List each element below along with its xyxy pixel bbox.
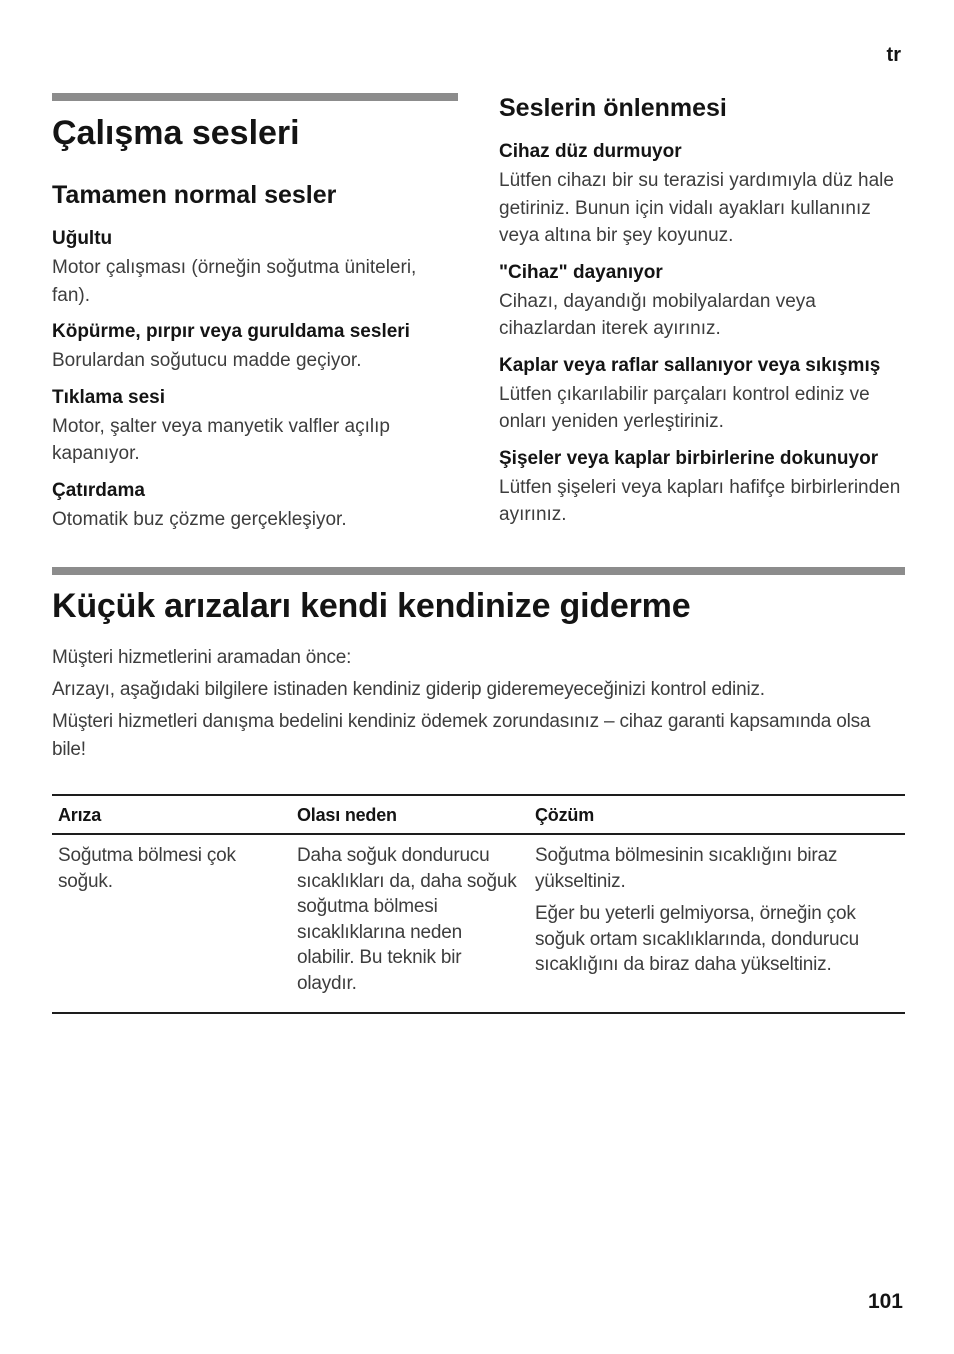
noise-entry [52, 319, 458, 375]
prevention-entry [499, 353, 905, 436]
prevention-entry [499, 446, 905, 529]
table-header-row [52, 796, 905, 835]
section1-title: Çalışma sesleri [52, 114, 300, 152]
solution-text: Soğutma bölmesinin sıcaklığını biraz yükseltiniz. [535, 845, 838, 892]
troubleshooting-section [52, 567, 905, 1014]
prevention-entry-body: Cihazı, dayandığı mobilyalardan veya cihazlardan iterek ayırınız. [499, 290, 816, 339]
prevention-entry [499, 260, 905, 343]
section-rule-bar [52, 567, 905, 575]
left-column [52, 93, 458, 533]
page-content [52, 93, 905, 1014]
cause-text: Daha soğuk dondurucu sıcaklıkları da, daha soğuk soğutma bölmesi sıcaklıklarına neden olabilir. Bu teknik bir olaydır. [297, 845, 517, 994]
intro-paragraph: Müşteri hizmetlerini aramadan önce: [52, 647, 352, 668]
noise-entry-heading: Köpürme, pırpır veya guruldama sesleri [52, 321, 410, 342]
page-number: 101 [867, 1290, 903, 1313]
noise-prevention-subtitle: Seslerin önlenmesi [499, 94, 727, 122]
operating-noises-section [52, 93, 905, 533]
normal-sounds-subtitle: Tamamen normal sesler [52, 181, 337, 209]
noise-entry-heading: Çatırdama [52, 479, 145, 501]
section-rule-bar [52, 93, 458, 101]
noise-entry-body: Motor, şalter veya manyetik valfler açılıp kapanıyor. [52, 415, 390, 464]
prevention-entry [499, 139, 905, 250]
section2-title: Küçük arızaları kendi kendinize giderme [52, 587, 691, 625]
noise-entry [52, 226, 458, 309]
prevention-entry-body: Lütfen çıkarılabilir parçaları kontrol ediniz ve onları yeniden yerleştiriniz. [499, 383, 870, 432]
column-header-solution: Çözüm [535, 805, 594, 825]
noise-entry-body: Borulardan soğutucu madde geçiyor. [52, 350, 362, 371]
right-column [499, 93, 905, 533]
noise-entry-body: Motor çalışması (örneğin soğutma üniteleri, fan). [52, 257, 417, 306]
troubleshooting-table [52, 794, 905, 1014]
prevention-entry-body: Lütfen şişeleri veya kapları hafifçe birbirlerinden ayırınız. [499, 476, 901, 525]
prevention-entry-heading: Şişeler veya kaplar birbirlerine dokunuyor [499, 447, 879, 469]
fault-cell [52, 835, 297, 1012]
prevention-entry-heading: "Cihaz" dayanıyor [499, 261, 663, 283]
prevention-entry-heading: Cihaz düz durmuyor [499, 141, 682, 162]
solution-text: Eğer bu yeterli gelmiyorsa, örneğin çok soğuk ortam sıcaklıklarında, dondurucu sıcaklığını da biraz daha yükseltiniz. [535, 903, 860, 975]
column-header-fault: Arıza [58, 805, 102, 825]
noise-entry-body: Otomatik buz çözme gerçekleşiyor. [52, 508, 347, 530]
prevention-entry-body: Lütfen cihazı bir su terazisi yardımıyla düz hale getiriniz. Bunun için vidalı ayakları kullanınız veya altına bir şey koyunuz. [499, 170, 894, 246]
intro-paragraph: Arızayı, aşağıdaki bilgilere istinaden kendiniz giderip gideremeyeceğinizi kontrol ediniz. [52, 679, 765, 700]
prevention-entry-heading: Kaplar veya raflar sallanıyor veya sıkışmış [499, 354, 881, 376]
column-header-cause: Olası neden [297, 805, 397, 825]
noise-entry-heading: Uğultu [52, 228, 113, 249]
noise-entry [52, 478, 458, 534]
language-code: tr [886, 44, 901, 66]
table-row [52, 835, 905, 1012]
cause-cell [297, 835, 535, 1012]
intro-paragraph: Müşteri hizmetleri danışma bedelini kendiniz ödemek zorundasınız – cihaz garanti kapsamında olsa bile! [52, 711, 871, 760]
solution-cell [535, 835, 905, 1012]
noise-entry [52, 385, 458, 468]
fault-text: Soğutma bölmesi çok soğuk. [58, 845, 236, 892]
noise-entry-heading: Tıklama sesi [52, 386, 166, 408]
